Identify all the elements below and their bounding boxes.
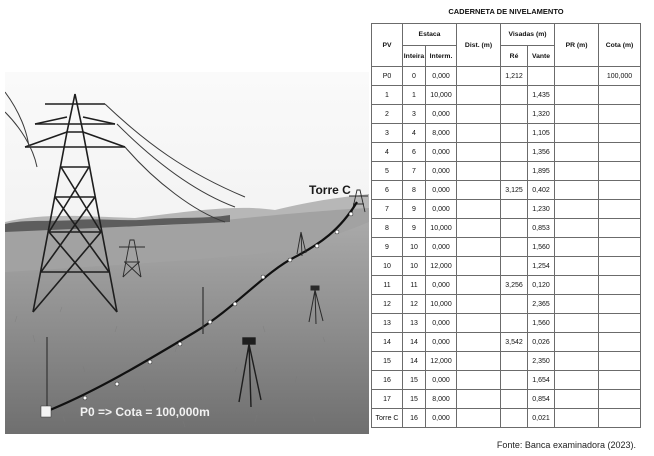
terrain-photo <box>5 72 369 434</box>
cell-pr <box>555 333 599 352</box>
cell-pv: 7 <box>372 200 403 219</box>
cell-dist <box>457 409 501 428</box>
cell-dist <box>457 238 501 257</box>
table-row <box>372 371 641 390</box>
cell-interm: 0,000 <box>426 238 457 257</box>
cell-vante: 2,350 <box>528 352 555 371</box>
cell-re <box>501 86 528 105</box>
cell-inteira: 7 <box>403 162 426 181</box>
cell-re <box>501 219 528 238</box>
cell-pv: 6 <box>372 181 403 200</box>
source-caption: Fonte: Banca examinadora (2023). <box>496 440 636 450</box>
cell-interm: 0,000 <box>426 162 457 181</box>
cell-interm: 12,000 <box>426 257 457 276</box>
table-row <box>372 143 641 162</box>
cell-pv: 11 <box>372 276 403 295</box>
cell-interm: 10,000 <box>426 295 457 314</box>
cell-inteira: 1 <box>403 86 426 105</box>
cell-inteira: 12 <box>403 295 426 314</box>
header-pr: PR (m) <box>555 24 599 67</box>
cell-pv: Torre C <box>372 409 403 428</box>
header-interm: Interm. <box>426 46 457 67</box>
cell-interm: 0,000 <box>426 105 457 124</box>
cell-interm: 0,000 <box>426 371 457 390</box>
cell-interm: 12,000 <box>426 352 457 371</box>
cell-pv: 12 <box>372 295 403 314</box>
table-row <box>372 409 641 428</box>
cell-pr <box>555 67 599 86</box>
cell-cota <box>599 86 641 105</box>
header-dist: Dist. (m) <box>457 24 501 67</box>
terrain-illustration <box>5 72 369 434</box>
cell-pv: 10 <box>372 257 403 276</box>
table-row <box>372 105 641 124</box>
cell-vante: 1,230 <box>528 200 555 219</box>
cell-cota <box>599 238 641 257</box>
cell-dist <box>457 86 501 105</box>
cell-cota <box>599 295 641 314</box>
cell-pr <box>555 295 599 314</box>
header-cota: Cota (m) <box>599 24 641 67</box>
cell-pv: P0 <box>372 67 403 86</box>
torre-c-label: Torre C <box>309 183 351 197</box>
cell-dist <box>457 105 501 124</box>
cell-pr <box>555 181 599 200</box>
cell-pv: 1 <box>372 86 403 105</box>
cell-interm: 10,000 <box>426 86 457 105</box>
cell-vante: 1,560 <box>528 314 555 333</box>
cell-vante: 1,320 <box>528 105 555 124</box>
cell-re <box>501 390 528 409</box>
cell-pv: 15 <box>372 352 403 371</box>
cell-re <box>501 238 528 257</box>
cell-re <box>501 295 528 314</box>
cell-pr <box>555 238 599 257</box>
cell-dist <box>457 162 501 181</box>
cell-vante: 0,854 <box>528 390 555 409</box>
cell-re <box>501 105 528 124</box>
cell-cota <box>599 219 641 238</box>
cell-pv: 8 <box>372 219 403 238</box>
cell-pr <box>555 276 599 295</box>
cell-vante: 1,560 <box>528 238 555 257</box>
cell-pv: 16 <box>372 371 403 390</box>
cell-dist <box>457 124 501 143</box>
cell-dist <box>457 314 501 333</box>
cell-vante: 1,254 <box>528 257 555 276</box>
table-row <box>372 86 641 105</box>
cell-re <box>501 124 528 143</box>
table-row <box>372 162 641 181</box>
cell-vante: 0,026 <box>528 333 555 352</box>
table-row <box>372 276 641 295</box>
cell-interm: 0,000 <box>426 333 457 352</box>
cell-re <box>501 200 528 219</box>
cell-cota <box>599 352 641 371</box>
cell-dist <box>457 143 501 162</box>
cell-inteira: 10 <box>403 257 426 276</box>
cell-pv: 14 <box>372 333 403 352</box>
table-row <box>372 295 641 314</box>
cell-cota <box>599 257 641 276</box>
cell-pr <box>555 124 599 143</box>
table-row <box>372 333 641 352</box>
table-row <box>372 124 641 143</box>
cell-pr <box>555 352 599 371</box>
cell-cota <box>599 162 641 181</box>
cell-re: 3,256 <box>501 276 528 295</box>
cell-re: 3,542 <box>501 333 528 352</box>
cell-cota <box>599 333 641 352</box>
cell-dist <box>457 352 501 371</box>
header-re: Ré <box>501 46 528 67</box>
cell-vante: 1,895 <box>528 162 555 181</box>
cell-pv: 5 <box>372 162 403 181</box>
p0-elevation-label: P0 => Cota = 100,000m <box>80 405 210 419</box>
cell-interm: 0,000 <box>426 409 457 428</box>
cell-interm: 0,000 <box>426 200 457 219</box>
cell-pr <box>555 314 599 333</box>
cell-cota <box>599 200 641 219</box>
cell-interm: 0,000 <box>426 143 457 162</box>
cell-dist <box>457 295 501 314</box>
cell-re <box>501 143 528 162</box>
table-row <box>372 219 641 238</box>
cell-re <box>501 162 528 181</box>
cell-pv: 17 <box>372 390 403 409</box>
p0-marker <box>41 406 51 417</box>
table-row <box>372 67 641 86</box>
cell-re <box>501 257 528 276</box>
cell-inteira: 15 <box>403 371 426 390</box>
cell-inteira: 4 <box>403 124 426 143</box>
cell-cota: 100,000 <box>599 67 641 86</box>
cell-interm: 0,000 <box>426 67 457 86</box>
cell-interm: 0,000 <box>426 314 457 333</box>
cell-cota <box>599 181 641 200</box>
cell-pr <box>555 390 599 409</box>
cell-vante: 2,365 <box>528 295 555 314</box>
cell-re <box>501 371 528 390</box>
table-title: CADERNETA DE NIVELAMENTO <box>448 7 564 16</box>
table-row <box>372 314 641 333</box>
cell-inteira: 9 <box>403 200 426 219</box>
cell-vante: 1,435 <box>528 86 555 105</box>
cell-pr <box>555 143 599 162</box>
cell-vante: 1,356 <box>528 143 555 162</box>
cell-interm: 0,000 <box>426 181 457 200</box>
cell-dist <box>457 276 501 295</box>
cell-cota <box>599 143 641 162</box>
table-row <box>372 238 641 257</box>
cell-inteira: 9 <box>403 219 426 238</box>
cell-re: 1,212 <box>501 67 528 86</box>
cell-pv: 2 <box>372 105 403 124</box>
cell-dist <box>457 257 501 276</box>
cell-dist <box>457 219 501 238</box>
cell-dist <box>457 371 501 390</box>
cell-cota <box>599 124 641 143</box>
cell-inteira: 3 <box>403 105 426 124</box>
cell-inteira: 14 <box>403 333 426 352</box>
cell-dist <box>457 390 501 409</box>
cell-inteira: 15 <box>403 390 426 409</box>
cell-inteira: 6 <box>403 143 426 162</box>
header-vante: Vante <box>528 46 555 67</box>
cell-pr <box>555 409 599 428</box>
cell-pr <box>555 200 599 219</box>
cell-inteira: 10 <box>403 238 426 257</box>
table-row <box>372 200 641 219</box>
table-row <box>372 181 641 200</box>
table-row <box>372 257 641 276</box>
cell-pv: 4 <box>372 143 403 162</box>
cell-interm: 10,000 <box>426 219 457 238</box>
cell-pr <box>555 162 599 181</box>
table-row <box>372 352 641 371</box>
header-pv: PV <box>372 24 403 67</box>
table-row <box>372 390 641 409</box>
header-estaca: Estaca <box>403 24 457 46</box>
cell-re: 3,125 <box>501 181 528 200</box>
cell-inteira: 16 <box>403 409 426 428</box>
cell-inteira: 8 <box>403 181 426 200</box>
cell-inteira: 14 <box>403 352 426 371</box>
table-body <box>372 67 641 428</box>
cell-re <box>501 409 528 428</box>
cell-cota <box>599 105 641 124</box>
cell-pr <box>555 371 599 390</box>
header-visadas: Visadas (m) <box>501 24 555 46</box>
cell-inteira: 0 <box>403 67 426 86</box>
cell-pv: 3 <box>372 124 403 143</box>
cell-inteira: 13 <box>403 314 426 333</box>
cell-dist <box>457 181 501 200</box>
cell-pv: 9 <box>372 238 403 257</box>
cell-vante: 0,021 <box>528 409 555 428</box>
cell-interm: 8,000 <box>426 124 457 143</box>
cell-re <box>501 352 528 371</box>
cell-cota <box>599 314 641 333</box>
cell-vante <box>528 67 555 86</box>
cell-pr <box>555 219 599 238</box>
cell-dist <box>457 333 501 352</box>
cell-cota <box>599 371 641 390</box>
cell-pv: 13 <box>372 314 403 333</box>
cell-interm: 8,000 <box>426 390 457 409</box>
cell-vante: 0,120 <box>528 276 555 295</box>
cell-inteira: 11 <box>403 276 426 295</box>
levelling-notebook-table <box>371 23 641 428</box>
cell-dist <box>457 200 501 219</box>
cell-pr <box>555 86 599 105</box>
header-inteira: Inteira <box>403 46 426 67</box>
cell-cota <box>599 276 641 295</box>
cell-pr <box>555 257 599 276</box>
cell-dist <box>457 67 501 86</box>
cell-vante: 1,105 <box>528 124 555 143</box>
cell-re <box>501 314 528 333</box>
cell-cota <box>599 390 641 409</box>
cell-vante: 0,402 <box>528 181 555 200</box>
cell-interm: 0,000 <box>426 276 457 295</box>
cell-cota <box>599 409 641 428</box>
cell-vante: 1,654 <box>528 371 555 390</box>
cell-pr <box>555 105 599 124</box>
cell-vante: 0,853 <box>528 219 555 238</box>
